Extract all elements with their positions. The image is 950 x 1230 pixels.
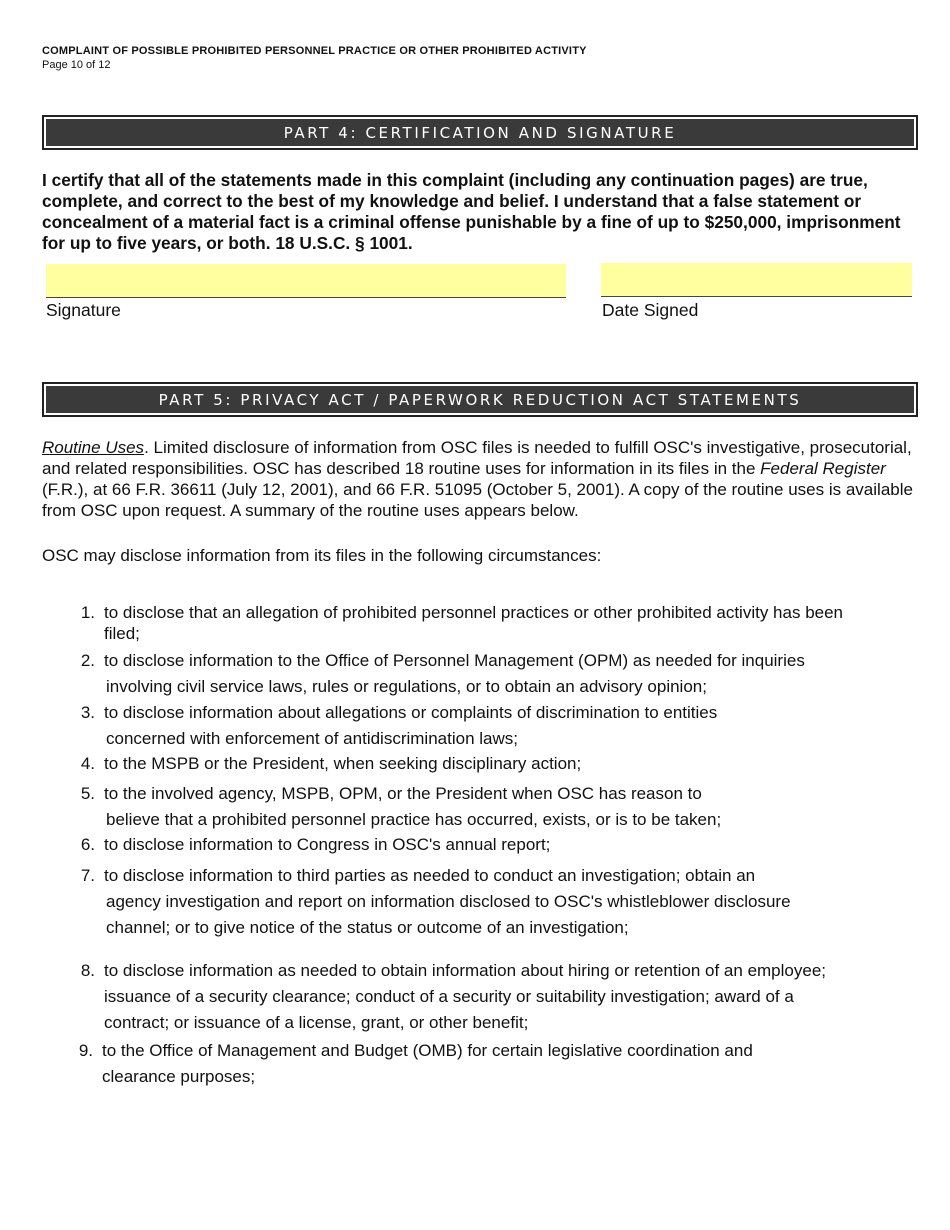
- list-item-line: agency investigation and report on information disclosed to OSC's whistleblower disclosure: [106, 892, 791, 911]
- signature-field[interactable]: [46, 264, 566, 298]
- list-item-line: to the Office of Management and Budget (OMB) for certain legislative coordination and: [102, 1041, 753, 1060]
- list-item-number: 3.: [80, 703, 95, 722]
- list-item-line: involving civil service laws, rules or regulations, or to obtain an advisory opinion;: [106, 677, 707, 696]
- part-5-title: PART 5: PRIVACY ACT / PAPERWORK REDUCTION ACT STATEMENTS: [46, 386, 914, 413]
- list-item-line: contract; or issuance of a license, grant, or other benefit;: [104, 1013, 529, 1032]
- list-item-line: to the MSPB or the President, when seeking disciplinary action;: [104, 754, 582, 773]
- date-signed-field[interactable]: [601, 263, 912, 297]
- federal-register-title: Federal Register: [760, 459, 886, 478]
- list-item-line: channel; or to give notice of the status or outcome of an investigation;: [106, 918, 629, 937]
- list-item-line: to the involved agency, MSPB, OPM, or the President when OSC has reason to: [104, 784, 702, 803]
- list-item-number: 6.: [80, 835, 95, 854]
- list-item-line: issuance of a security clearance; conduct of a security or suitability investigation; award of a: [104, 987, 794, 1006]
- list-item-number: 2.: [80, 651, 95, 670]
- list-item-line: clearance purposes;: [102, 1067, 256, 1086]
- list-item-line: to disclose information about allegations or complaints of discrimination to entities: [104, 703, 718, 722]
- routine-uses-text-2: (F.R.), at 66 F.R. 36611 (July 12, 2001), and 66 F.R. 51095 (October 5, 2001). A copy of the routine uses is available from OSC upon request. A summary of the routine uses appears below.: [42, 480, 913, 520]
- list-item-number: 4.: [80, 754, 95, 773]
- list-item-line: believe that a prohibited personnel practice has occurred, exists, or is to be taken;: [106, 810, 722, 829]
- list-item-line: to disclose that an allegation of prohibited personnel practices or other prohibited activity has been: [104, 603, 844, 622]
- routine-uses-text-1: . Limited disclosure of information from OSC files is needed to fulfill OSC's investigative, prosecutorial, and related responsibilities. OSC has described 18 routine uses for information in its files in the: [42, 438, 912, 478]
- routine-uses-paragraph: [42, 437, 922, 521]
- list-item-line: to disclose information to Congress in OSC's annual report;: [104, 835, 551, 854]
- list-item-line: to disclose information to the Office of Personnel Management (OPM) as needed for inquiries: [104, 651, 805, 670]
- signature-label: Signature: [46, 300, 121, 320]
- list-item-line: to disclose information to third parties as needed to conduct an investigation; obtain an: [104, 866, 756, 885]
- document-title: COMPLAINT OF POSSIBLE PROHIBITED PERSONNEL PRACTICE OR OTHER PROHIBITED ACTIVITY: [42, 45, 587, 57]
- part-4-title: PART 4: CERTIFICATION AND SIGNATURE: [46, 119, 914, 146]
- list-item-number: 9.: [78, 1041, 93, 1060]
- date-signed-label: Date Signed: [602, 300, 699, 320]
- page-number: Page 10 of 12: [42, 59, 111, 71]
- list-item-line: filed;: [104, 624, 140, 643]
- list-item-line: concerned with enforcement of antidiscrimination laws;: [106, 729, 518, 748]
- part-5-header: [42, 382, 918, 417]
- list-item-number: 7.: [80, 866, 95, 885]
- list-item-number: 1.: [80, 603, 95, 622]
- certification-statement: I certify that all of the statements made in this complaint (including any continuation pages) are true, complete, and correct to the best of my knowledge and belief. I understand that a false statement or concealment of a material fact is a criminal offense punishable by a fine of up to $250,000, imprisonment for up to five years, or both. 18 U.S.C. § 1001.: [42, 170, 901, 253]
- routine-uses-heading: Routine Uses: [42, 438, 145, 457]
- list-item-number: 8.: [80, 961, 95, 980]
- list-item-line: to disclose information as needed to obtain information about hiring or retention of an employee;: [104, 961, 827, 980]
- list-item-number: 5.: [80, 784, 95, 803]
- part-4-header: [42, 115, 918, 150]
- osc-may-disclose-intro: OSC may disclose information from its files in the following circumstances:: [42, 546, 602, 565]
